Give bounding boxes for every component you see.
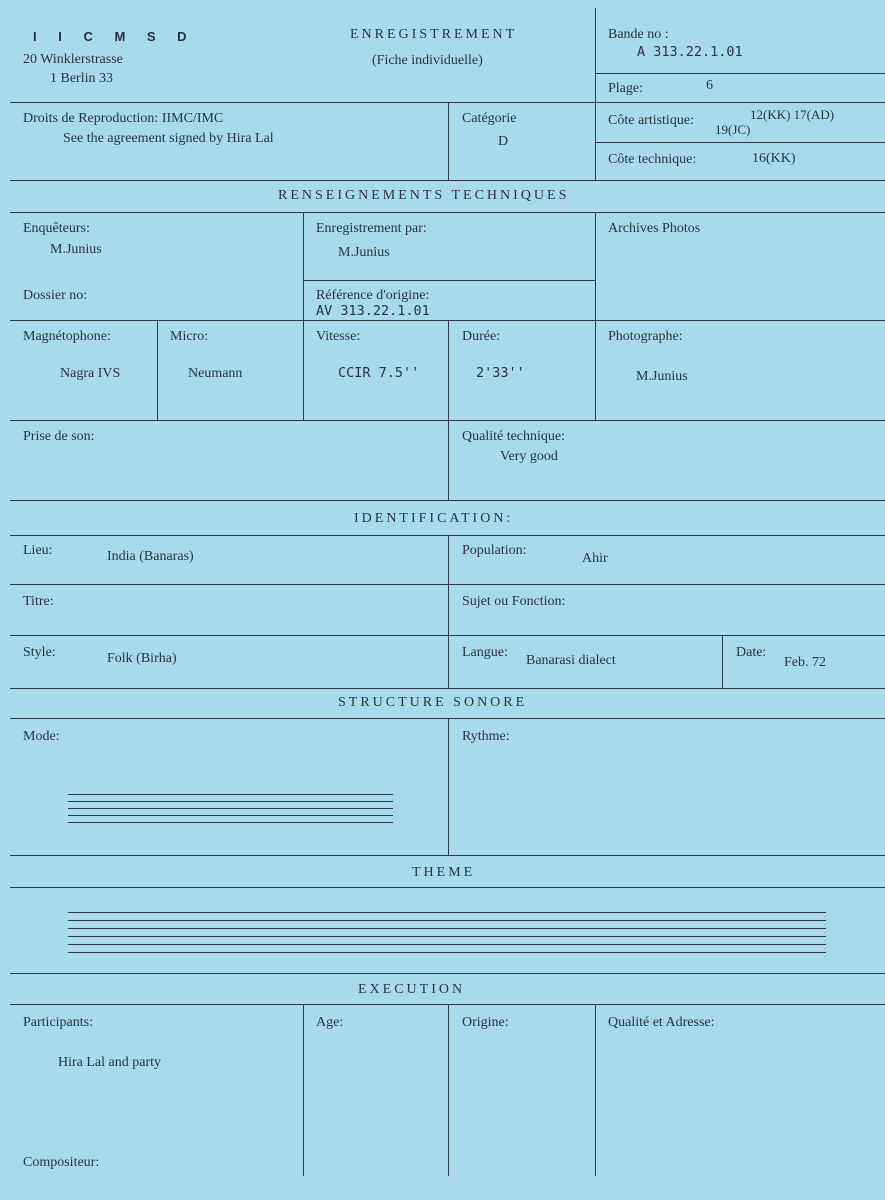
magnetophone-label: Magnétophone: [23,329,111,344]
mode-label: Mode: [23,729,60,744]
sujet-label: Sujet ou Fonction: [462,594,566,609]
lieu-label: Lieu: [23,543,53,558]
vitesse-value: CCIR 7.5'' [338,365,420,381]
theme-staff-line [68,944,826,945]
rule-theme-head [10,887,885,888]
micro-value: Neumann [188,366,243,381]
plage-label: Plage: [608,81,643,96]
bande-label: Bande no : [608,27,669,42]
titre-label: Titre: [23,594,54,609]
cote-technique-value: 16(KK) [752,151,796,166]
participants-value: Hira Lal and party [58,1055,162,1070]
rule-tech-head [10,212,885,213]
rule-top-header [595,73,885,74]
mode-staff-line [68,808,393,809]
magnetophone-value: Nagra IVS [60,366,121,381]
rule-rights-bottom [10,180,885,181]
droits-value: IIMC/IMC [161,111,224,126]
col-micro [157,320,158,420]
population-label: Population: [462,543,527,558]
section-technique-heading: RENSEIGNEMENTS TECHNIQUES [278,188,570,203]
col-tech-2 [595,212,596,420]
photographe-value: M.Junius [636,369,688,384]
rule-structure-bottom [10,855,885,856]
droits-note: See the agreement signed by Hira Lal [63,131,274,146]
section-theme-heading: THEME [412,865,476,880]
compositeur-label: Compositeur: [23,1155,100,1170]
style-value: Folk (Birha) [107,651,177,666]
duree-label: Durée: [462,329,501,344]
style-label: Style: [23,645,56,660]
archives-photos-label: Archives Photos [608,221,701,236]
mode-staff-line [68,822,393,823]
vitesse-label: Vitesse: [316,329,361,344]
participants-label: Participants: [23,1015,93,1030]
institute-logo: I I C M S D [33,29,196,44]
rythme-label: Rythme: [462,729,510,744]
section-identification-heading: IDENTIFICATION: [354,511,514,526]
enqueteurs-label: Enquêteurs: [23,221,90,236]
mode-staff-line [68,815,393,816]
age-label: Age: [316,1015,344,1030]
col-exec-3 [595,1004,596,1176]
rule-cote [595,142,885,143]
theme-staff-line [68,936,826,937]
lieu-value: India (Banaras) [107,549,194,564]
cote-artistique-label: Côte artistique: [608,113,694,128]
theme-staff-line [68,928,826,929]
reference-value: AV 313.22.1.01 [316,303,430,319]
dossier-label: Dossier no: [23,288,88,303]
population-value: Ahir [582,551,608,566]
rule-enregistrement [303,280,595,281]
address-line-1: 20 Winklerstrasse [23,52,123,67]
col-tech-1 [303,212,304,420]
droits-label: Droits de Reproduction: IIMC/IMC [23,111,224,126]
qualite-adresse-label: Qualité et Adresse: [608,1015,715,1030]
qualite-technique-value: Very good [500,449,558,464]
date-value: Feb. 72 [784,655,826,670]
enregistrement-par-label: Enregistrement par: [316,221,427,236]
enqueteurs-value: M.Junius [50,242,102,257]
col-exec-1 [303,1004,304,1176]
cote-artistique-value-2: 19(JC) [715,122,751,137]
section-execution-heading: EXECUTION [358,982,466,997]
col-categorie [448,102,449,180]
rule-theme-bottom [10,973,885,974]
theme-staff-line [68,912,826,913]
categorie-value: D [498,134,509,149]
photographe-label: Photographe: [608,329,683,344]
theme-staff-line [68,952,826,953]
date-label: Date: [736,645,767,660]
rule-style-bottom [10,688,885,689]
bande-value: A 313.22.1.01 [637,44,743,60]
address-line-2: 1 Berlin 33 [50,71,113,86]
duree-value: 2'33'' [476,365,525,381]
cote-technique-label: Côte technique: [608,152,697,167]
form-subtitle: (Fiche individuelle) [372,53,483,68]
plage-value: 6 [706,78,713,93]
enregistrement-par-value: M.Junius [338,245,390,260]
section-structure-heading: STRUCTURE SONORE [338,695,528,710]
mode-staff-line [68,794,393,795]
col-header-right [595,8,596,180]
prise-de-son-label: Prise de son: [23,429,95,444]
col-ident [448,535,449,688]
langue-label: Langue: [462,645,508,660]
col-rythme [448,718,449,855]
col-duree [448,320,449,420]
form-title: ENREGISTREMENT [350,27,518,42]
col-qualite [448,420,449,500]
mode-staff-line [68,801,393,802]
origine-label: Origine: [462,1015,509,1030]
rule-prise-bottom [10,500,885,501]
micro-label: Micro: [170,329,209,344]
col-date [722,635,723,688]
col-exec-2 [448,1004,449,1176]
cote-artistique-value-1: 12(KK) 17(AD) [750,107,835,122]
categorie-label: Catégorie [462,111,517,126]
reference-label: Référence d'origine: [316,288,430,303]
langue-value: Banarasi dialect [526,653,616,668]
theme-staff-line [68,920,826,921]
qualite-technique-label: Qualité technique: [462,429,566,444]
